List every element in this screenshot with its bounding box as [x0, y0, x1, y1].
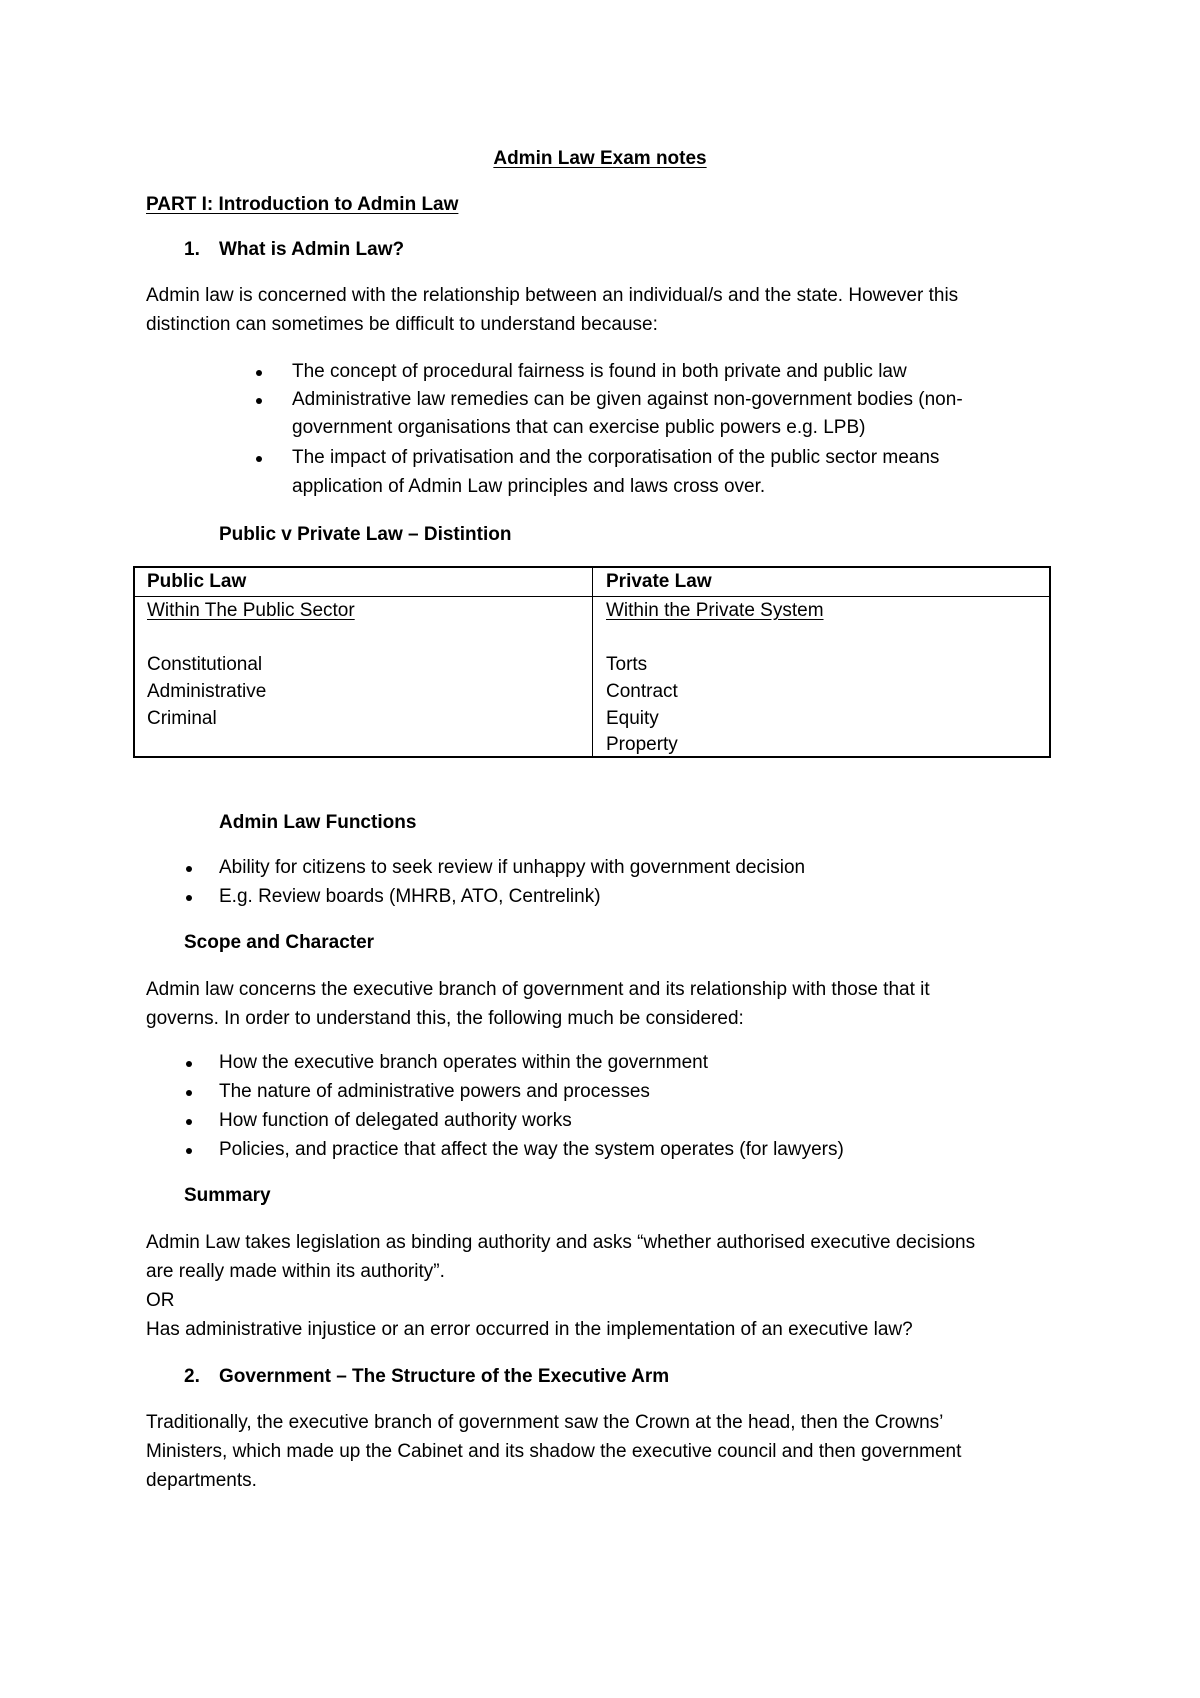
list-item: How function of delegated authority works	[219, 1110, 572, 1131]
summary-line: Admin Law takes legislation as binding authority and asks “whether authorised executive decisions	[146, 1232, 976, 1253]
list-item: The nature of administrative powers and processes	[219, 1081, 650, 1102]
scope-para-line: Admin law concerns the executive branch of government and its relationship with those that it	[146, 979, 930, 1000]
table-cell: Criminal	[147, 708, 217, 729]
section2-number: 2.	[184, 1366, 200, 1387]
list-item: The impact of privatisation and the corporatisation of the public sector means	[292, 447, 940, 468]
scope-heading: Scope and Character	[184, 932, 375, 953]
table-cell: Torts	[606, 654, 648, 675]
bullet-icon	[186, 1061, 192, 1067]
bullet-icon	[186, 1119, 192, 1125]
table-header-private: Private Law	[606, 571, 712, 592]
table-cell: Administrative	[147, 681, 267, 702]
bullet-icon	[256, 370, 262, 376]
table-header-public: Public Law	[147, 571, 247, 592]
section1-para-line: distinction can sometimes be difficult to understand because:	[146, 314, 658, 335]
list-item: How the executive branch operates within the government	[219, 1052, 708, 1073]
list-item-continuation: government organisations that can exercise public powers e.g. LPB)	[292, 417, 866, 438]
summary-line: OR	[146, 1290, 175, 1311]
table-cell: Constitutional	[147, 654, 263, 675]
scope-para-line: governs. In order to understand this, the following much be considered:	[146, 1008, 744, 1029]
public-private-table	[133, 566, 1051, 758]
summary-line: are really made within its authority”.	[146, 1261, 445, 1282]
part1-heading: PART I: Introduction to Admin Law	[146, 194, 459, 215]
document-title: Admin Law Exam notes	[493, 148, 707, 169]
functions-heading: Admin Law Functions	[219, 812, 417, 833]
bullet-icon	[256, 456, 262, 462]
list-item: The concept of procedural fairness is found in both private and public law	[292, 361, 907, 382]
list-item: Policies, and practice that affect the way the system operates (for lawyers)	[219, 1139, 844, 1160]
table-cell: Equity	[606, 708, 659, 729]
section2-para-line: departments.	[146, 1470, 257, 1491]
bullet-icon	[186, 1148, 192, 1154]
bullet-icon	[256, 398, 262, 404]
table-cell-subheading: Within the Private System	[606, 600, 824, 621]
list-item: E.g. Review boards (MHRB, ATO, Centrelink)	[219, 886, 601, 907]
section1-heading: What is Admin Law?	[219, 239, 405, 260]
section2-para-line: Ministers, which made up the Cabinet and its shadow the executive council and then government	[146, 1441, 962, 1462]
summary-line: Has administrative injustice or an error occurred in the implementation of an executive law?	[146, 1319, 913, 1340]
public-private-heading: Public v Private Law – Distintion	[219, 524, 512, 545]
bullet-icon	[186, 895, 192, 901]
bullet-icon	[186, 1090, 192, 1096]
list-item: Ability for citizens to seek review if unhappy with government decision	[219, 857, 806, 878]
list-item: Administrative law remedies can be given against non-government bodies (non-	[292, 389, 963, 410]
table-cell-subheading: Within The Public Sector	[147, 600, 355, 621]
section1-number: 1.	[184, 239, 200, 260]
bullet-icon	[186, 866, 192, 872]
table-cell: Property	[606, 734, 678, 755]
section2-heading: Government – The Structure of the Executive Arm	[219, 1366, 670, 1387]
summary-heading: Summary	[184, 1185, 271, 1206]
table-header-divider	[135, 596, 1049, 597]
list-item-continuation: application of Admin Law principles and laws cross over.	[292, 476, 766, 497]
table-cell: Contract	[606, 681, 678, 702]
section2-para-line: Traditionally, the executive branch of government saw the Crown at the head, then the Crowns’	[146, 1412, 944, 1433]
section1-para-line: Admin law is concerned with the relationship between an individual/s and the state. However this	[146, 285, 959, 306]
